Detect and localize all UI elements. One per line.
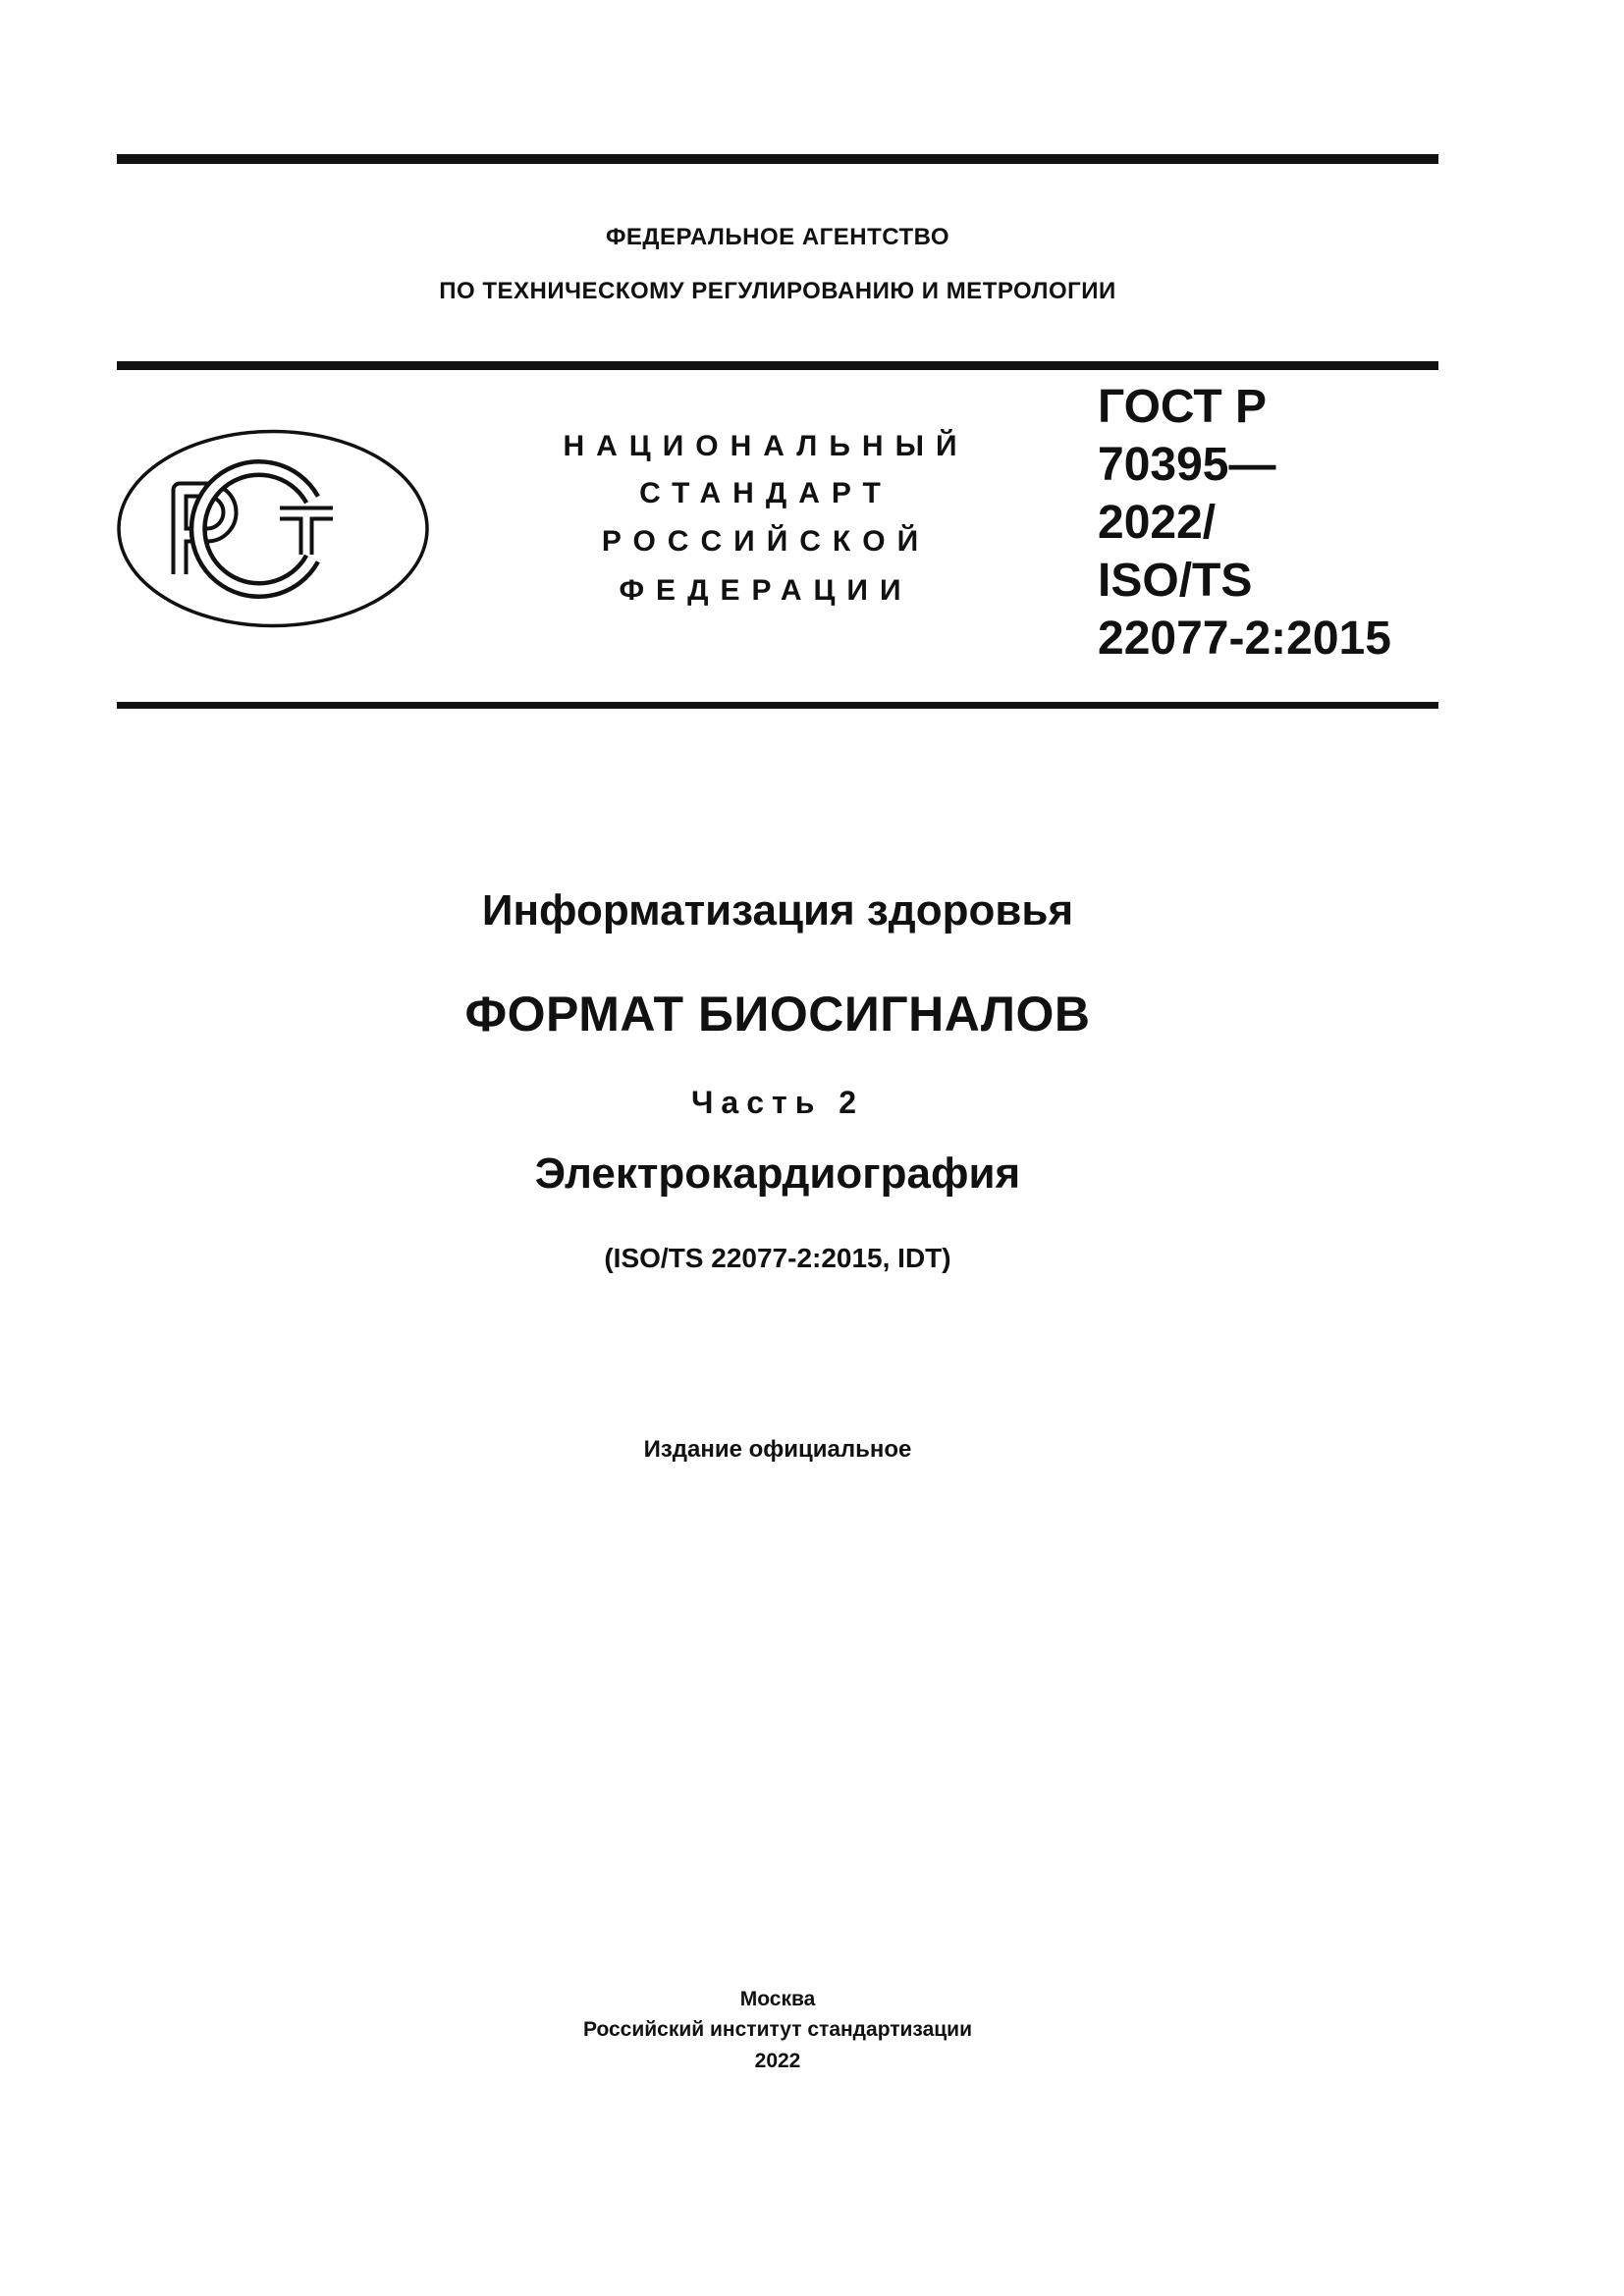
- document-subtitle: Электрокардиография: [534, 1149, 1021, 1198]
- bottom-rule: [117, 702, 1438, 709]
- standard-designation: [1098, 378, 1391, 667]
- document-subject: Информатизация здоровья: [481, 886, 1074, 934]
- document-title: ФОРМАТ БИОСИГНАЛОВ: [464, 987, 1091, 1041]
- agency-name-line-1: ФЕДЕРАЛЬНОЕ АГЕНТСТВО: [605, 224, 950, 250]
- rst-certification-mark-icon: [117, 429, 429, 628]
- designation-line-1: ГОСТ Р: [1098, 381, 1268, 433]
- imprint-year: 2022: [754, 2050, 801, 2072]
- middle-rule: [117, 361, 1438, 370]
- imprint-publisher: Российский институт стандартизации: [582, 2018, 973, 2041]
- top-rule: [117, 154, 1438, 164]
- designation-line-3: 2022/: [1098, 497, 1217, 549]
- standard-type-line-3: РОССИЙСКОЙ: [601, 525, 931, 558]
- designation-line-2: 70395—: [1098, 439, 1276, 491]
- designation-line-4: ISO/TS: [1098, 555, 1253, 607]
- edition-note: Издание официальное: [643, 1436, 912, 1463]
- standard-type-line-2: СТАНДАРТ: [639, 477, 893, 509]
- standard-type-line-1: НАЦИОНАЛЬНЫЙ: [563, 430, 969, 462]
- document-part: Часть 2: [690, 1085, 865, 1120]
- standard-type-line-4: ФЕДЕРАЦИИ: [619, 574, 913, 607]
- agency-name-line-2: ПО ТЕХНИЧЕСКОМУ РЕГУЛИРОВАНИЮ И МЕТРОЛОГИИ: [439, 278, 1116, 304]
- identity-reference: (ISO/TS 22077-2:2015, IDT): [604, 1243, 951, 1273]
- designation-line-5: 22077-2:2015: [1098, 613, 1391, 665]
- imprint-city: Москва: [739, 1988, 816, 2010]
